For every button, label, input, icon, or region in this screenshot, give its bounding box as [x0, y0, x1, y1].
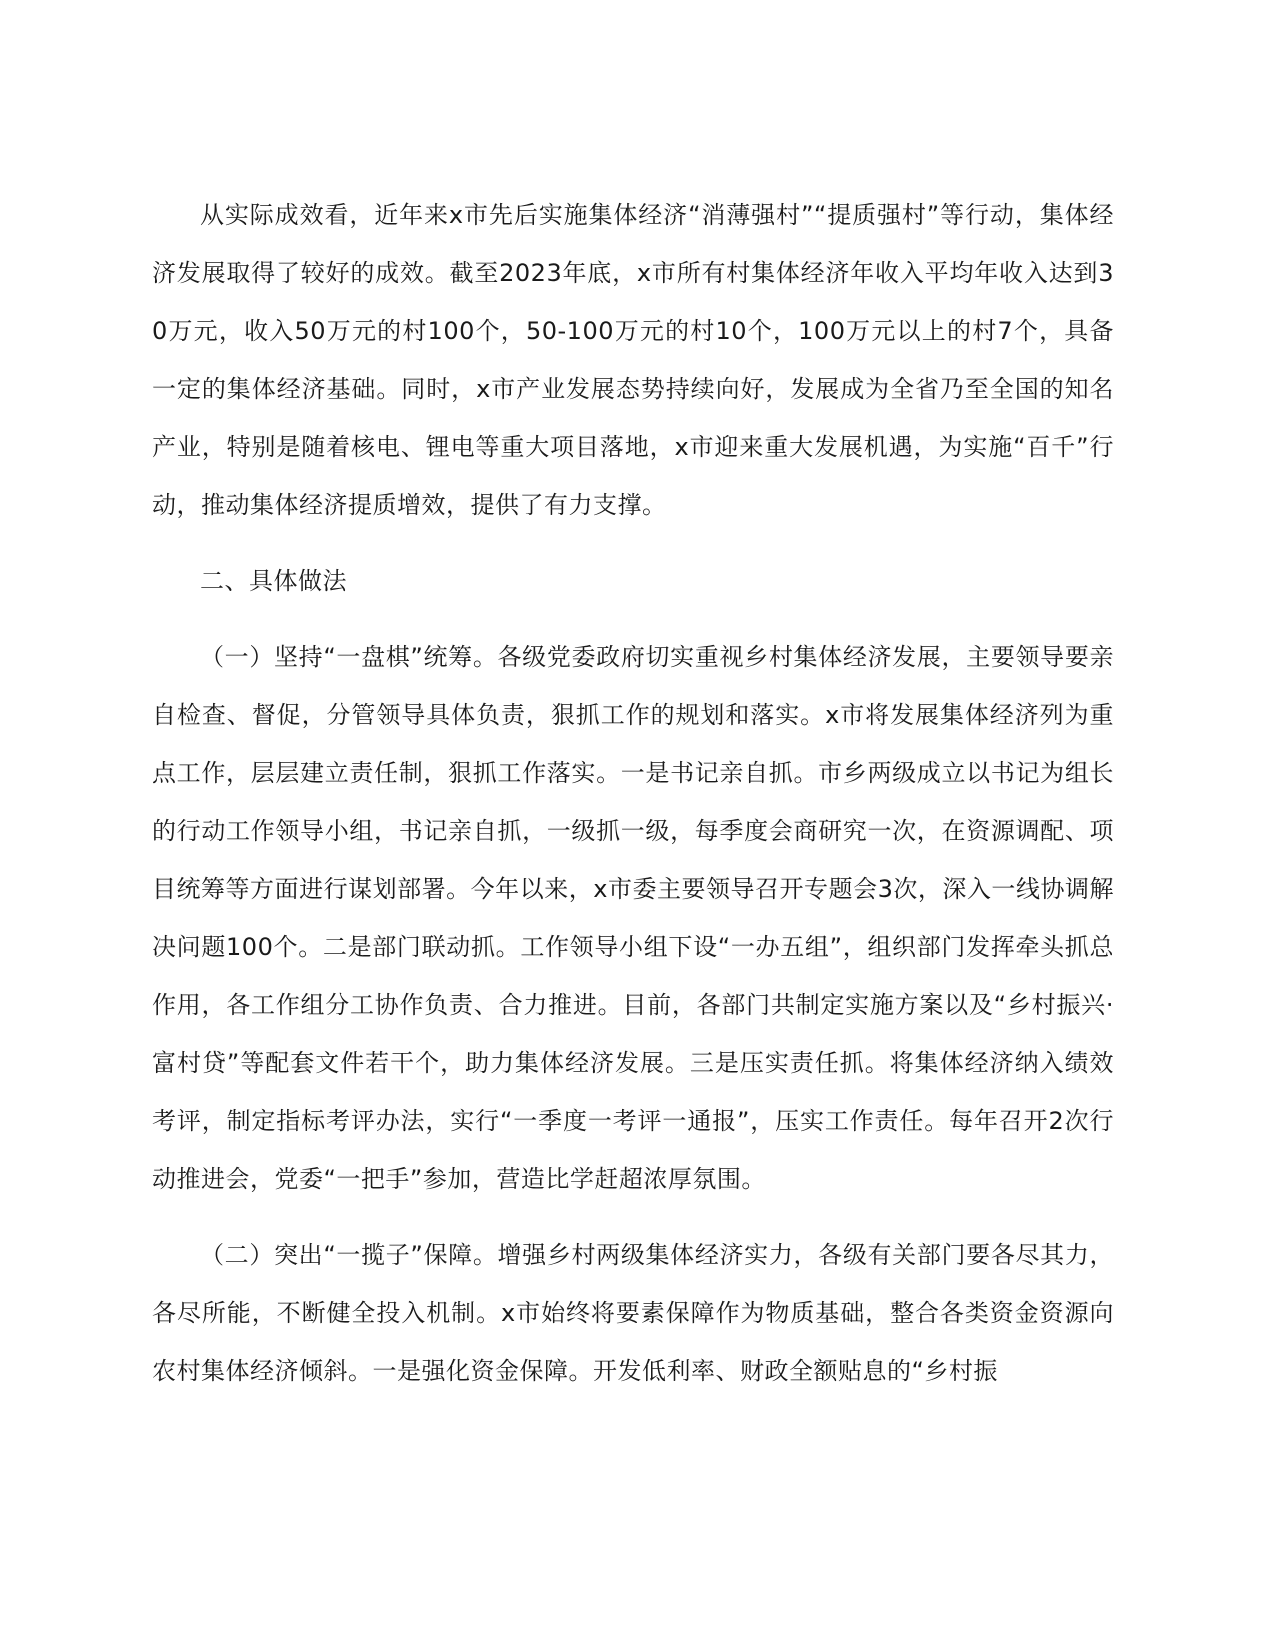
paragraph-achievements: 从实际成效看，近年来x市先后实施集体经济“消薄强村”“提质强村”等行动，集体经济发展取得了较好的成效。截至2023年底，x市所有村集体经济年收入平均年收入达到30万元，收入50万元的村100个，50-100万元的村10个，100万元以上的村7个，具备一定的集体经济基础。同时，x市产业发展态势持续向好，发展成为全省乃至全国的知名产业，特别是随着核电、锂电等重大项目落地，x市迎来重大发展机遇，为实施“百千”行动，推动集体经济提质增效，提供了有力支撑。: [152, 201, 1114, 519]
paragraph-overall-coordination: （一）坚持“一盘棋”统筹。各级党委政府切实重视乡村集体经济发展，主要领导要亲自检查、督促，分管领导具体负责，狠抓工作的规划和落实。x市将发展集体经济列为重点工作，层层建立责任制，狠抓工作落实。一是书记亲自抓。市乡两级成立以书记为组长的行动工作领导小组，书记亲自抓，一级抓一级，每季度会商研究一次，在资源调配、项目统筹等方面进行谋划部署。今年以来，x市委主要领导召开专题会3次，深入一线协调解决问题100个。二是部门联动抓。工作领导小组下设“一办五组”，组织部门发挥牵头抓总作用，各工作组分工协作负责、合力推进。目前，各部门共制定实施方案以及“乡村振兴·富村贷”等配套文件若干个，助力集体经济发展。三是压实责任抓。将集体经济纳入绩效考评，制定指标考评办法，实行“一季度一考评一通报”，压实工作责任。每年召开2次行动推进会，党委“一把手”参加，营造比学赶超浓厚氛围。: [152, 643, 1114, 1193]
section-heading-specific-measures: 二、具体做法: [200, 567, 347, 595]
paragraph-guarantee-package: （二）突出“一揽子”保障。增强乡村两级集体经济实力，各级有关部门要各尽其力，各尽所能，不断健全投入机制。x市始终将要素保障作为物质基础，整合各类资金资源向农村集体经济倾斜。一是强化资金保障。开发低利率、财政全额贴息的“乡村振: [152, 1241, 1114, 1385]
document-body: [152, 186, 1114, 1400]
